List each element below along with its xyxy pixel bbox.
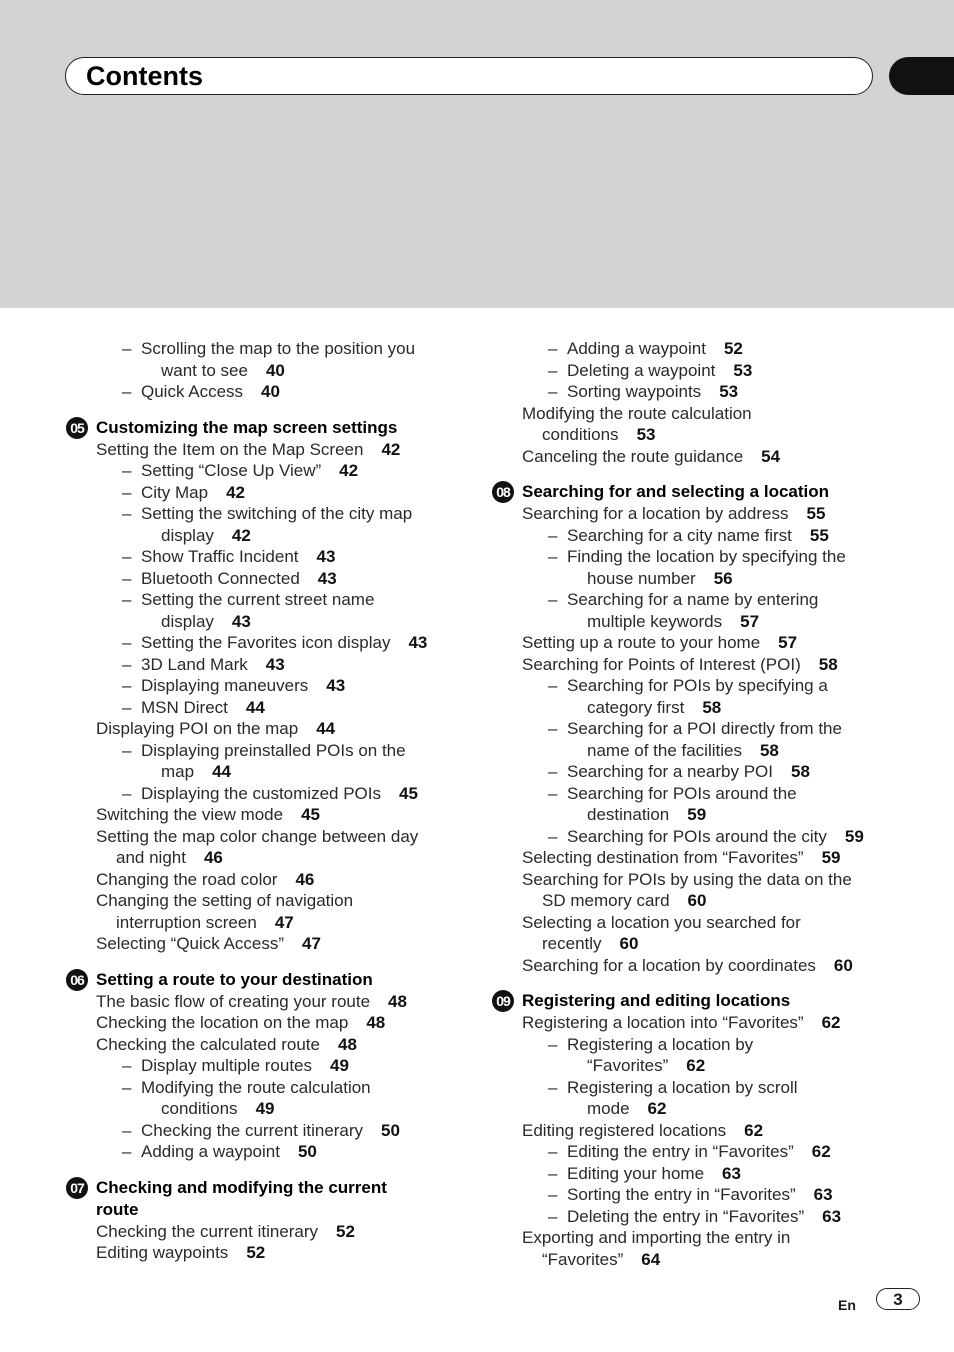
page-ref: 46 <box>295 869 315 889</box>
entry-text: Changing the setting of navigation <box>96 891 354 910</box>
entry-text-continued: name of the facilities <box>587 740 742 760</box>
entry-text: Registering a location by <box>567 1034 754 1054</box>
toc-entry[interactable] <box>62 1055 472 1077</box>
entry-text-continued: mode <box>587 1099 630 1118</box>
toc-entry[interactable] <box>62 381 472 403</box>
toc-entry[interactable] <box>62 1141 472 1163</box>
toc-section <box>488 990 898 1270</box>
entry-text: Setting the Favorites icon display <box>141 633 391 652</box>
page-ref: 63 <box>813 1185 833 1204</box>
section-number-badge: 07 <box>66 1177 88 1199</box>
toc-entry[interactable] <box>62 740 472 783</box>
section-number-badge: 09 <box>492 990 514 1012</box>
toc-entry[interactable] <box>62 439 472 461</box>
toc-entry[interactable] <box>488 1163 898 1185</box>
dash-marker: – <box>548 719 558 738</box>
page-ref: 55 <box>809 525 829 545</box>
entry-text: Searching for POIs by specifying a <box>567 676 828 695</box>
entry-text: Show Traffic Incident <box>141 547 299 566</box>
page-ref: 43 <box>265 654 285 674</box>
toc-entry[interactable] <box>488 589 898 632</box>
dash-marker: – <box>122 1056 132 1075</box>
entry-text: Deleting the entry in “Favorites” <box>567 1206 805 1226</box>
page-ref: 62 <box>647 1099 667 1118</box>
dash-marker: – <box>548 360 558 380</box>
toc-entry[interactable] <box>488 718 898 761</box>
page-ref: 42 <box>339 461 359 480</box>
entry-text-continued: map <box>161 762 195 781</box>
toc-entry[interactable] <box>488 546 898 589</box>
entry-text: Adding a waypoint <box>567 339 706 358</box>
entry-text: Registering a location into “Favorites” <box>522 1013 804 1032</box>
toc-entry[interactable] <box>488 446 898 468</box>
dash-marker: – <box>548 783 558 803</box>
entry-text: Editing your home <box>567 1163 705 1183</box>
entry-text-continued: recently <box>542 934 602 953</box>
page-ref: 48 <box>366 1013 386 1032</box>
entry-text: Setting the Item on the Map Screen <box>96 439 364 459</box>
entry-text-continued: conditions <box>542 425 619 444</box>
dash-marker: – <box>122 568 132 588</box>
toc-entry[interactable] <box>488 761 898 783</box>
entry-text: City Map <box>141 482 209 502</box>
dash-marker: – <box>122 590 132 609</box>
dash-marker: – <box>548 339 558 358</box>
dash-marker: – <box>548 547 558 566</box>
toc-entry[interactable] <box>62 991 472 1013</box>
toc-entry[interactable] <box>488 955 898 977</box>
dash-marker: – <box>122 482 132 502</box>
page-ref: 44 <box>316 719 336 738</box>
section-heading[interactable] <box>488 481 898 503</box>
toc-entry[interactable] <box>488 503 898 525</box>
page-ref: 60 <box>619 934 639 953</box>
entry-text-continued: interruption screen <box>116 912 257 932</box>
toc-entry[interactable] <box>488 360 898 382</box>
toc-section <box>62 417 472 955</box>
page-ref: 58 <box>791 762 810 781</box>
entry-text: The basic flow of creating your route <box>96 991 371 1011</box>
header-band <box>0 0 954 308</box>
toc-entry[interactable] <box>488 826 898 848</box>
page-ref: 43 <box>316 547 336 566</box>
toc-entry[interactable] <box>62 675 472 697</box>
entry-text: Setting “Close Up View” <box>141 461 322 480</box>
toc-entry[interactable] <box>62 546 472 568</box>
page-ref: 52 <box>336 1221 355 1241</box>
entry-text: Searching for a nearby POI <box>567 762 774 781</box>
dash-marker: – <box>122 1142 132 1161</box>
entry-text: Quick Access <box>141 382 244 401</box>
dash-marker: – <box>548 1163 558 1183</box>
entry-text-continued: category first <box>587 697 685 717</box>
page-ref: 55 <box>806 504 826 523</box>
corner-tab <box>889 57 954 95</box>
page-ref: 47 <box>274 912 294 932</box>
toc-entry[interactable] <box>488 338 898 360</box>
section-heading[interactable] <box>62 969 472 991</box>
toc-block <box>62 338 472 403</box>
dash-marker: – <box>122 697 132 717</box>
toc-entry[interactable] <box>62 697 472 719</box>
toc-entry[interactable] <box>62 503 472 546</box>
entry-text: Sorting waypoints <box>567 382 702 401</box>
toc-entry[interactable] <box>488 654 898 676</box>
entry-text: Searching for a POI directly from the <box>567 719 842 738</box>
entry-text: Finding the location by specifying the <box>567 547 846 566</box>
dash-marker: – <box>122 654 132 674</box>
entry-text: Displaying POI on the map <box>96 719 299 738</box>
entry-text: Checking the location on the map <box>96 1013 349 1032</box>
toc-entry[interactable] <box>488 1141 898 1163</box>
entry-text: Editing waypoints <box>96 1243 229 1262</box>
toc-entry[interactable] <box>488 1227 898 1270</box>
page-ref: 57 <box>740 611 760 631</box>
section-number-badge: 06 <box>66 969 88 991</box>
page-title: Contents <box>86 61 203 91</box>
section-title: Customizing the map screen settings <box>96 417 398 437</box>
entry-text: Changing the road color <box>96 869 278 889</box>
entry-text: Searching for a city name first <box>567 525 792 545</box>
toc-entry[interactable] <box>488 912 898 955</box>
toc-entry[interactable] <box>488 525 898 547</box>
dash-marker: – <box>548 590 558 609</box>
toc-section <box>62 969 472 1163</box>
toc-entry[interactable] <box>62 338 472 381</box>
toc-entry[interactable] <box>62 1012 472 1034</box>
entry-text: Searching for Points of Interest (POI) <box>522 654 801 674</box>
toc-entry[interactable] <box>488 675 898 718</box>
dash-marker: – <box>548 762 558 781</box>
dash-marker: – <box>122 1077 132 1097</box>
page-ref: 52 <box>246 1243 266 1262</box>
toc-entry[interactable] <box>62 890 472 933</box>
toc-right-column <box>488 338 898 1284</box>
entry-text-continued: “Favorites” <box>587 1056 669 1075</box>
entry-text: Selecting “Quick Access” <box>96 934 285 953</box>
dash-marker: – <box>122 1120 132 1140</box>
entry-text: Scrolling the map to the position you <box>141 339 416 358</box>
page-ref: 43 <box>326 676 346 695</box>
section-heading[interactable] <box>62 417 472 439</box>
dash-marker: – <box>548 1142 558 1161</box>
toc-left-column <box>62 338 472 1278</box>
page-ref: 60 <box>687 891 707 910</box>
page-ref: 44 <box>245 697 265 717</box>
language-label: En <box>838 1297 856 1313</box>
dash-marker: – <box>122 461 132 480</box>
page-ref: 40 <box>265 360 285 380</box>
entry-text: 3D Land Mark <box>141 654 248 674</box>
entry-text: Modifying the route calculation <box>141 1077 371 1097</box>
title-box <box>65 57 873 95</box>
page-ref: 43 <box>231 611 251 631</box>
page-ref: 42 <box>226 482 245 502</box>
page-ref: 50 <box>297 1142 317 1161</box>
entry-text: Exporting and importing the entry in <box>522 1228 791 1247</box>
page-ref: 58 <box>759 740 779 760</box>
entry-text-continued: “Favorites” <box>542 1249 624 1269</box>
page-ref: 43 <box>408 633 428 652</box>
toc-entry[interactable] <box>488 403 898 446</box>
entry-text: Modifying the route calculation <box>522 403 752 423</box>
dash-marker: – <box>122 783 132 803</box>
section-title: Checking and modifying the current <box>96 1177 387 1197</box>
entry-text: Checking the calculated route <box>96 1034 320 1054</box>
entry-text: Displaying preinstalled POIs on the <box>141 740 406 760</box>
entry-text: Deleting a waypoint <box>567 360 716 380</box>
toc-entry[interactable] <box>62 482 472 504</box>
toc-entry[interactable] <box>62 460 472 482</box>
toc-entry[interactable] <box>62 1120 472 1142</box>
section-number-badge: 05 <box>66 417 88 439</box>
page-ref: 47 <box>302 934 321 953</box>
entry-text: Checking the current itinerary <box>141 1120 364 1140</box>
section-title-continued: route <box>96 1199 139 1219</box>
page-ref: 53 <box>733 360 753 380</box>
page-ref: 45 <box>301 805 321 824</box>
page-ref: 48 <box>337 1034 357 1054</box>
entry-text: Selecting a location you searched for <box>522 912 801 932</box>
entry-text: Registering a location by scroll <box>567 1077 798 1097</box>
section-title: Searching for and selecting a location <box>522 482 830 501</box>
entry-text: Switching the view mode <box>96 805 284 824</box>
page-ref: 53 <box>636 425 656 444</box>
page-ref: 44 <box>212 762 231 781</box>
entry-text-continued: SD memory card <box>542 891 670 910</box>
toc-entry[interactable] <box>488 847 898 869</box>
entry-text: MSN Direct <box>141 697 228 717</box>
dash-marker: – <box>122 382 132 401</box>
toc-entry[interactable] <box>62 589 472 632</box>
entry-text: Displaying maneuvers <box>141 676 309 695</box>
dash-marker: – <box>548 525 558 545</box>
entry-text: Setting the current street name <box>141 590 375 609</box>
page-ref: 62 <box>744 1120 764 1140</box>
page-ref: 64 <box>641 1249 661 1269</box>
dash-marker: – <box>122 740 132 760</box>
page-ref: 59 <box>844 826 864 846</box>
toc-entry[interactable] <box>488 1077 898 1120</box>
entry-text: Adding a waypoint <box>141 1142 280 1161</box>
entry-text-continued: destination <box>587 805 670 824</box>
section-title: Registering and editing locations <box>522 991 791 1010</box>
entry-text: Checking the current itinerary <box>96 1221 319 1241</box>
section-number-badge: 08 <box>492 481 514 503</box>
toc-entry[interactable] <box>488 1120 898 1142</box>
toc-section <box>62 1177 472 1264</box>
entry-text: Display multiple routes <box>141 1056 313 1075</box>
toc-entry[interactable] <box>62 933 472 955</box>
page-ref: 62 <box>686 1056 706 1075</box>
toc-entry[interactable] <box>62 568 472 590</box>
page-ref: 63 <box>722 1163 741 1183</box>
dash-marker: – <box>548 826 558 846</box>
toc-entry[interactable] <box>488 869 898 912</box>
entry-text-continued: display <box>161 525 214 545</box>
entry-text: Searching for POIs by using the data on the <box>522 869 852 889</box>
page-number: 3 <box>876 1288 920 1310</box>
entry-text: Setting the switching of the city map <box>141 504 413 523</box>
entry-text: Bluetooth Connected <box>141 568 300 588</box>
dash-marker: – <box>548 676 558 695</box>
entry-text: Editing the entry in “Favorites” <box>567 1142 794 1161</box>
toc-entry[interactable] <box>488 1206 898 1228</box>
toc-entry[interactable] <box>62 1034 472 1056</box>
entry-text: Searching for POIs around the <box>567 783 797 803</box>
dash-marker: – <box>122 676 132 695</box>
page-ref: 63 <box>822 1206 842 1226</box>
entry-text: Searching for POIs around the city <box>567 826 827 846</box>
toc-entry[interactable] <box>488 1034 898 1077</box>
section-heading[interactable] <box>62 1177 472 1221</box>
entry-text: Sorting the entry in “Favorites” <box>567 1185 796 1204</box>
dash-marker: – <box>122 339 132 358</box>
page-ref: 59 <box>821 848 841 867</box>
entry-text-continued: multiple keywords <box>587 611 723 631</box>
page-ref: 62 <box>811 1142 831 1161</box>
entry-text: Searching for a location by address <box>522 504 789 523</box>
page-ref: 54 <box>761 446 781 466</box>
page-ref: 42 <box>381 439 401 459</box>
dash-marker: – <box>122 547 132 566</box>
entry-text: Displaying the customized POIs <box>141 783 381 803</box>
entry-text-continued: display <box>161 611 214 631</box>
entry-text-continued: and night <box>116 848 186 867</box>
toc-block <box>488 338 898 467</box>
page-ref: 40 <box>261 382 280 401</box>
dash-marker: – <box>122 633 132 652</box>
toc-entry[interactable] <box>488 1184 898 1206</box>
toc-entry[interactable] <box>488 783 898 826</box>
toc-entry[interactable] <box>62 1242 472 1264</box>
entry-text: Searching for a name by entering <box>567 590 819 609</box>
section-title: Setting a route to your destination <box>96 969 373 989</box>
toc-entry[interactable] <box>488 632 898 654</box>
page-ref: 48 <box>388 991 407 1011</box>
entry-text: Editing registered locations <box>522 1120 727 1140</box>
toc-entry[interactable] <box>62 826 472 869</box>
entry-text: Searching for a location by coordinates <box>522 955 816 975</box>
toc-entry[interactable] <box>62 1077 472 1120</box>
page-ref: 50 <box>381 1120 400 1140</box>
page-ref: 43 <box>317 568 337 588</box>
entry-text: Setting the map color change between day <box>96 826 419 846</box>
section-heading[interactable] <box>488 990 898 1012</box>
page-ref: 58 <box>818 654 838 674</box>
dash-marker: – <box>122 504 132 523</box>
page-ref: 60 <box>833 955 853 975</box>
page-ref: 53 <box>719 382 739 401</box>
page-ref: 58 <box>702 697 722 717</box>
toc-entry[interactable] <box>62 1221 472 1243</box>
toc-entry[interactable] <box>488 381 898 403</box>
entry-text-continued: want to see <box>161 360 248 380</box>
page-ref: 57 <box>778 633 798 652</box>
dash-marker: – <box>548 1185 558 1204</box>
toc-section <box>488 481 898 976</box>
dash-marker: – <box>548 1077 558 1097</box>
dash-marker: – <box>548 382 558 401</box>
toc-entry[interactable] <box>488 1012 898 1034</box>
page-ref: 56 <box>713 568 733 588</box>
entry-text-continued: conditions <box>161 1099 238 1118</box>
entry-text-continued: house number <box>587 568 696 588</box>
toc-entry[interactable] <box>62 783 472 805</box>
entry-text: Setting up a route to your home <box>522 633 761 652</box>
page-ref: 45 <box>399 783 418 803</box>
dash-marker: – <box>548 1206 558 1226</box>
page-ref: 59 <box>687 805 707 824</box>
page-ref: 52 <box>723 339 743 358</box>
entry-text: Canceling the route guidance <box>522 446 744 466</box>
toc-entry[interactable] <box>62 718 472 740</box>
page-ref: 42 <box>231 525 251 545</box>
toc-entry[interactable] <box>62 654 472 676</box>
toc-entry[interactable] <box>62 632 472 654</box>
entry-text: Selecting destination from “Favorites” <box>522 848 804 867</box>
toc-entry[interactable] <box>62 869 472 891</box>
toc-entry[interactable] <box>62 804 472 826</box>
page-ref: 49 <box>255 1099 275 1118</box>
page-ref: 49 <box>330 1056 349 1075</box>
page-ref: 62 <box>821 1013 841 1032</box>
dash-marker: – <box>548 1034 558 1054</box>
page-ref: 46 <box>203 848 223 867</box>
